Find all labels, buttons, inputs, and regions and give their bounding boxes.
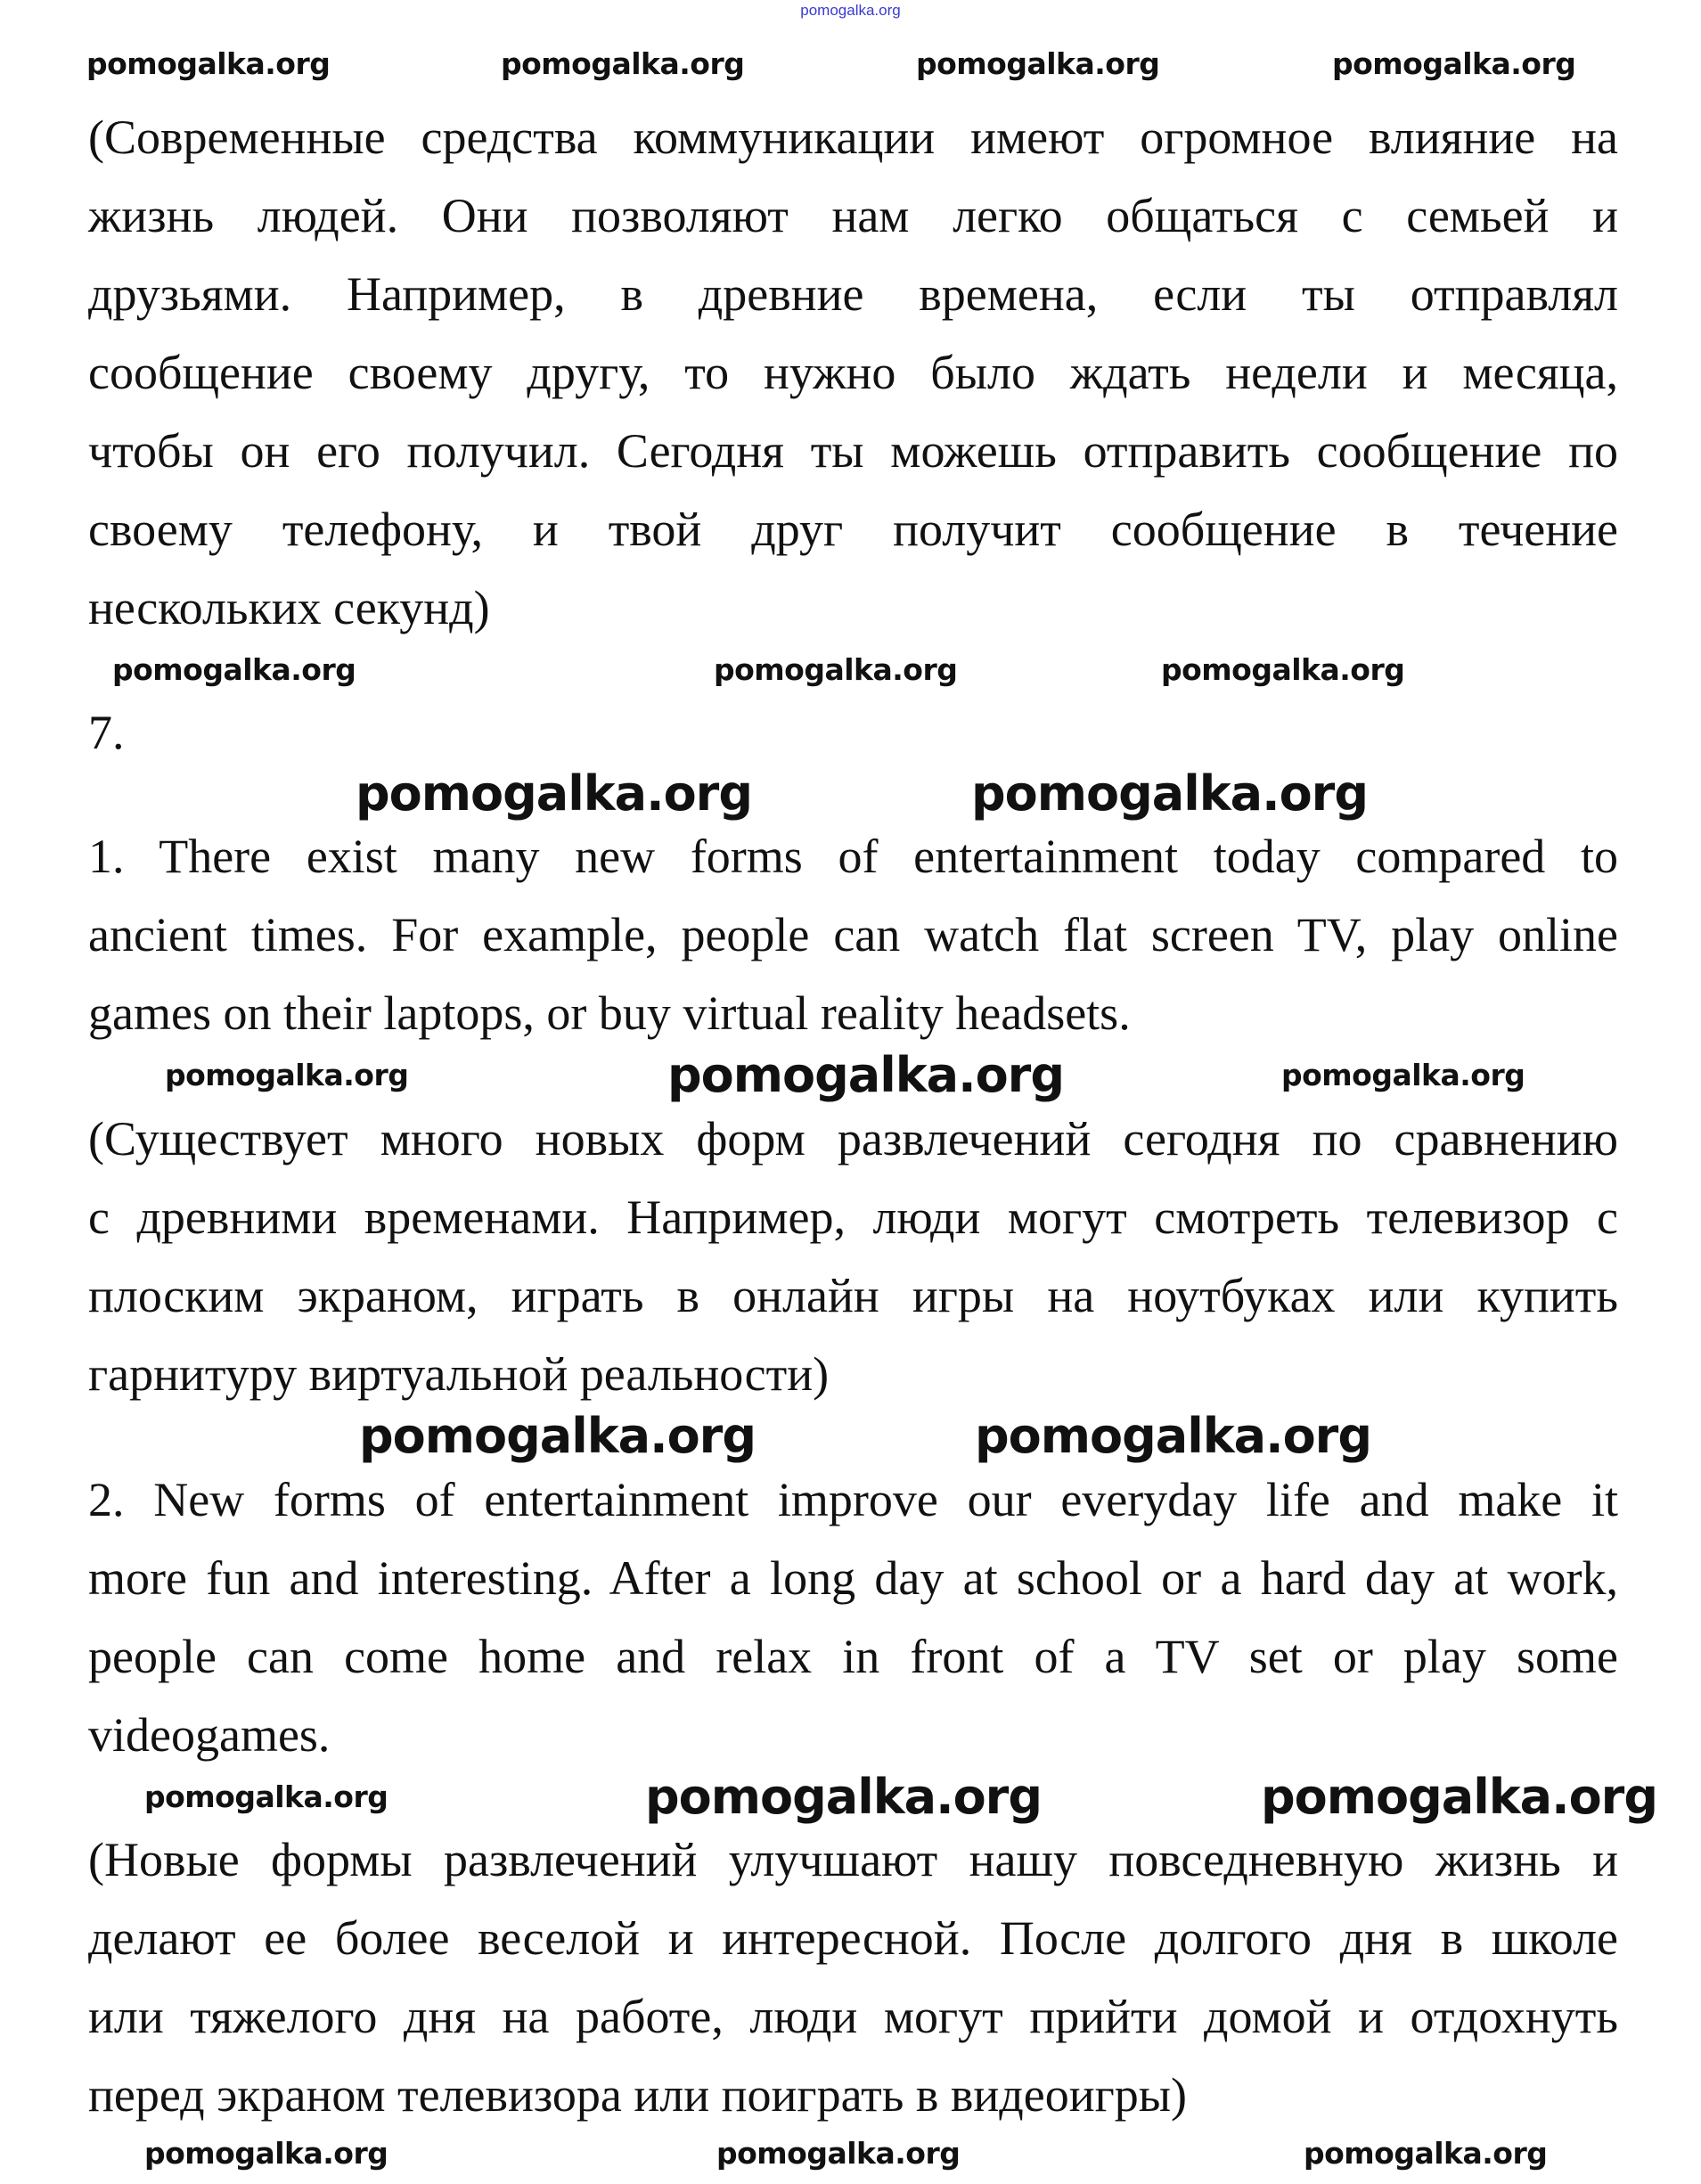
text-line: (Новые формы развлечений улучшают нашу повседневную жизнь и xyxy=(88,1833,1618,1886)
text-line: плоским экраном, играть в онлайн игры на ноутбуках или купить xyxy=(88,1269,1618,1322)
header-watermark: pomogalka.org xyxy=(800,2,901,19)
watermark: pomogalka.org xyxy=(1332,46,1576,82)
watermark: pomogalka.org xyxy=(86,46,331,82)
watermark: pomogalka.org xyxy=(165,1058,409,1093)
text-line: делают ее более веселой и интересной. После долгого дня в школе xyxy=(88,1911,1618,1965)
watermark: pomogalka.org xyxy=(356,765,752,822)
text-line: ancient times. For example, people can watch flat screen TV, play online xyxy=(88,908,1618,961)
task-number: 7. xyxy=(88,706,125,759)
watermark: pomogalka.org xyxy=(714,652,958,688)
watermark: pomogalka.org xyxy=(144,2136,388,2172)
text-line: (Существует много новых форм развлечений сегодня по сравнению xyxy=(88,1112,1618,1166)
text-line: друзьями. Например, в древние времена, если ты отправлял xyxy=(88,267,1618,321)
text-line: своему телефону, и твой друг получит сообщение в течение xyxy=(88,503,1618,556)
watermark: pomogalka.org xyxy=(1161,652,1405,688)
text-line: 1. There exist many new forms of entertainment today compared to xyxy=(88,830,1618,883)
watermark: pomogalka.org xyxy=(501,46,745,82)
text-line: videogames. xyxy=(88,1708,331,1762)
text-line: перед экраном телевизора или поиграть в видеоигры) xyxy=(88,2068,1188,2122)
text-line: с древними временами. Например, люди могут смотреть телевизор с xyxy=(88,1190,1618,1244)
text-line: или тяжелого дня на работе, люди могут прийти домой и отдохнуть xyxy=(88,1990,1618,2043)
text-line: games on their laptops, or buy virtual reality headsets. xyxy=(88,986,1131,1040)
text-line: нескольких секунд) xyxy=(88,581,490,634)
watermark: pomogalka.org xyxy=(1304,2136,1548,2172)
text-line: жизнь людей. Они позволяют нам легко общаться с семьей и xyxy=(88,189,1618,242)
watermark: pomogalka.org xyxy=(144,1779,388,1815)
text-line: гарнитуру виртуальной реальности) xyxy=(88,1347,830,1401)
watermark: pomogalka.org xyxy=(359,1407,756,1464)
watermark: pomogalka.org xyxy=(971,765,1368,822)
watermark: pomogalka.org xyxy=(716,2136,961,2172)
text-line: сообщение своему другу, то нужно было ждать недели и месяца, xyxy=(88,346,1618,399)
watermark: pomogalka.org xyxy=(916,46,1160,82)
watermark: pomogalka.org xyxy=(1281,1058,1525,1093)
text-line: чтобы он его получил. Сегодня ты можешь отправить сообщение по xyxy=(88,424,1618,478)
watermark: pomogalka.org xyxy=(667,1046,1064,1103)
watermark: pomogalka.org xyxy=(975,1407,1371,1464)
watermark: pomogalka.org xyxy=(645,1768,1042,1825)
text-line: more fun and interesting. After a long day at school or a hard day at work, xyxy=(88,1551,1618,1605)
watermark: pomogalka.org xyxy=(1261,1768,1657,1825)
text-line: (Современные средства коммуникации имеют огромное влияние на xyxy=(88,110,1618,164)
text-line: people can come home and relax in front of a TV set or play some xyxy=(88,1630,1618,1683)
text-line: 2. New forms of entertainment improve our everyday life and make it xyxy=(88,1473,1618,1526)
watermark: pomogalka.org xyxy=(112,652,356,688)
